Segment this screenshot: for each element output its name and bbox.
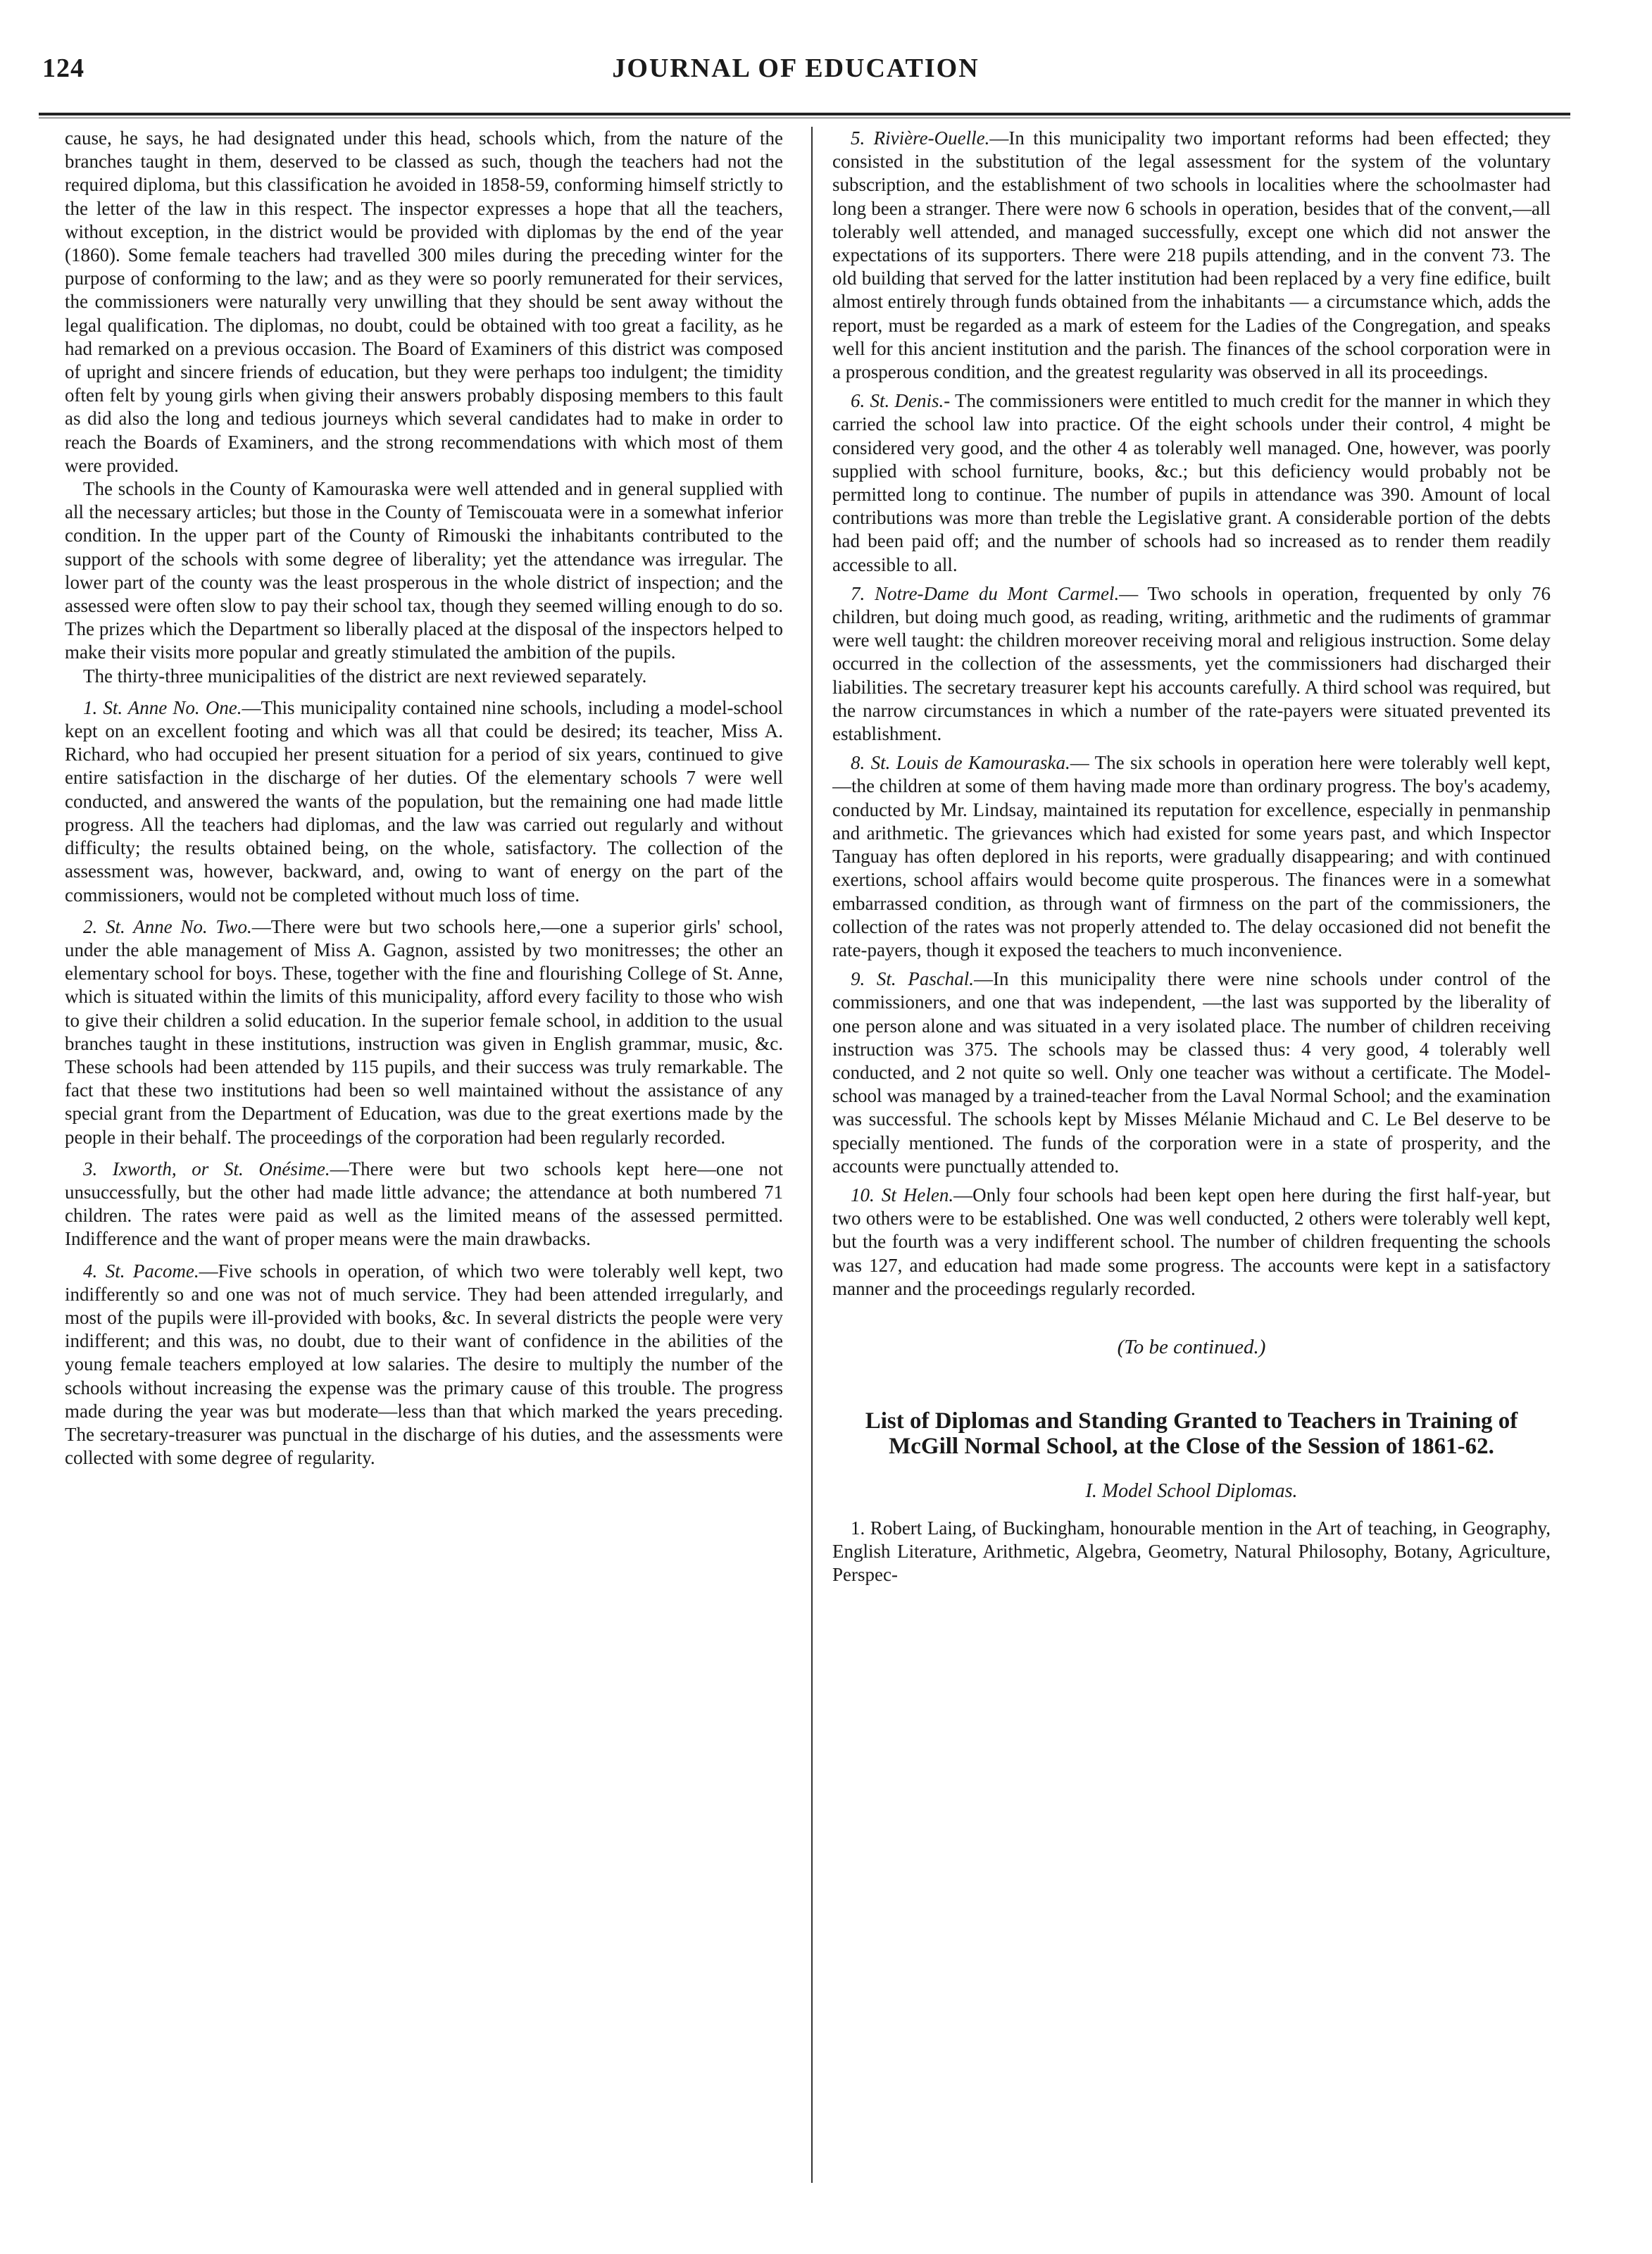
section-title: List of Diplomas and Standing Granted to Teachers in Training of McGill Normal School, at the Close of the Session of 1861-62. [865, 1408, 1518, 1459]
left-column [65, 127, 783, 2183]
page-number: 124 [42, 54, 85, 83]
municipality-entry: 8. St. Louis de Kamouraska.— The six schools in operation here were tolerably well kept,—the children at some of them having made more than ordinary progress. The boy's academy, conducted by Mr. Lindsay, maintained its reputation for excellence, especially in penmanship and arithmetic. The grievances which had existed for some years past, and which Inspector Tanguay has often deplored in his reports, were gradually disappearing; and with continued exertions, school affairs would become quite prosperous. The finances were in a somewhat embarrassed condition, as through want of firmness on the part of the commissioners, the collection of the rates was not properly attended to. The delay occasioned did not benefit the rate-payers, though it exposed the teachers to much inconvenience. [832, 752, 1551, 960]
municipality-heading: 8. St. Louis de Kamouraska. [851, 752, 1070, 774]
diploma-entry: 1. Robert Laing, of Buckingham, honourable mention in the Art of teaching, in Geography, English Literature, Arithmetic, Algebra, Geometry, Natural Philosophy, Botany, Agriculture, Perspec- [832, 1517, 1551, 1586]
municipality-entry: 6. St. Denis.- The commissioners were entitled to much credit for the manner in which they carried the school law into practice. Of the eight schools under their control, 4 might be considered very good, and the other 4 as tolerably well managed. One, however, was poorly supplied with school furniture, books, &c.; but this deficiency would probably not be permitted long to continue. The number of pupils in attendance was 390. Amount of local contributions was more than treble the Legislative grant. A considerable portion of the debts had been paid off; and the number of schools had so increased as to render them readily accessible to all. [832, 390, 1551, 575]
municipality-heading: 1. St. Anne No. One. [83, 696, 242, 718]
article-paragraph: cause, he says, he had designated under this head, schools which, from the nature of the branches taught in them, deserved to be classed as such, though the teachers had not the required diploma, but this classification he avoided in 1858-59, conforming himself strictly to the letter of the law in this respect. The inspector expresses a hope that all the teachers, without exception, in the district would be provided with diplomas by the end of the year (1860). Some female teachers had travelled 300 miles during the preceding winter for the purpose of conforming to the law; and as they were so poorly remunerated for their services, the commissioners were naturally very unwilling that they should be sent away without the legal qualification. The diplomas, no doubt, could be obtained with too great a facility, as he had remarked on a previous occasion. The Board of Examiners of this district was composed of upright and sincere friends of education, but they were perhaps too indulgent; the timidity often felt by young girls when giving their answers probably disposing members to this fault as did also the long and tedious journeys which several candidates had to make in order to reach the Boards of Examiners, and the strong recommendations with which most of them were provided. [65, 127, 783, 476]
article-paragraph: The schools in the County of Kamouraska were well attended and in general supplied with all the necessary articles; but those in the County of Temiscouata were in a somewhat inferior condition. In the upper part of the County of Rimouski the inhabitants contributed to the support of the schools with some degree of liberality; yet the attendance was irregular. The lower part of the county was the least prosperous in the whole district of inspection; and the assessed were often slow to pay their school tax, though they seemed willing enough to do so. The prizes which the Department so liberally placed at the disposal of the inspectors helped to make their visits more popular and greatly stimulated the ambition of the pupils. [65, 478, 783, 663]
municipality-entry: 10. St Helen.—Only four schools had been kept open here during the first half-year, but two others were to be established. One was well conducted, 2 others were tolerably well kept, but the fourth was a very indifferent school. The number of children frequenting the schools was 127, and education had made some progress. The accounts were kept in a satisfactory manner and the proceedings regularly recorded. [832, 1184, 1551, 1299]
continued-note: (To be continued.) [1117, 1335, 1266, 1358]
right-column [832, 127, 1551, 2183]
column-divider [811, 127, 813, 2183]
municipality-heading: 10. St Helen. [851, 1184, 954, 1206]
municipality-heading: 6. St. Denis. [851, 390, 944, 412]
subsection-title: I. Model School Diplomas. [1085, 1479, 1298, 1502]
municipality-entry: 4. St. Pacome.—Five schools in operation, of which two were tolerably well kept, two indifferently so and one was not of much service. They had been attended irregularly, and most of the pupils were ill-provided with books, &c. In several districts the people were very indifferent; and this was, no doubt, due to their want of confidence in the abilities of the young female teachers employed at low salaries. The desire to multiply the number of the schools without increasing the expense was the primary cause of this trouble. The progress made during the year was but moderate—less than that which marked the years preceding. The secretary-treasurer was punctual in the discharge of his duties, and the assessments were collected with some degree of regularity. [65, 1260, 783, 1469]
municipality-heading: 5. Rivière-Ouelle. [851, 127, 990, 149]
municipality-entry: 5. Rivière-Ouelle.—In this municipality two important reforms had been effected; they consisted in the substitution of the legal assessment for the system of the voluntary subscription, and the establishment of two schools in localities where the schoolmaster had long been a stranger. There were now 6 schools in operation, besides that of the convent,—all tolerably well attended, and managed successfully, except one which did not answer the expectations of its supporters. There were 218 pupils attending, and in the convent 73. The old building that served for the latter institution had been replaced by a very fine edifice, built almost entirely through funds obtained from the inhabitants — a circumstance which, adds the report, must be regarded as a mark of esteem for the Ladies of the Congregation, and speaks well for this ancient institution and the parish. The finances of the school corporation were in a prosperous condition, and the greatest regularity was observed in all its proceedings. [832, 127, 1551, 383]
municipality-entry: 3. Ixworth, or St. Onésime.—There were but two schools kept here—one not unsuccessfully, but the other had made little advance; the attendance at both numbered 71 children. The rates were paid as well as the limited means of the assessed permitted. Indifference and the want of proper means were the main drawbacks. [65, 1158, 783, 1250]
municipality-heading: 2. St. Anne No. Two. [83, 915, 252, 937]
municipality-entry: 7. Notre-Dame du Mont Carmel.— Two schools in operation, frequented by only 76 children, but doing much good, as reading, writing, arithmetic and the rudiments of grammar were well taught: the children moreover receiving moral and religious instruction. Some delay occurred in the collection of the assessments, yet the commissioners had discharged their liabilities. The secretary treasurer kept his accounts carefully. A third school was required, but the narrow circumstances in which a number of the rate-payers were situated prevented its establishment. [832, 582, 1551, 745]
municipality-heading: 3. Ixworth, or St. Onésime. [83, 1158, 330, 1179]
running-title: JOURNAL OF EDUCATION [612, 54, 980, 83]
municipality-heading: 7. Notre-Dame du Mont Carmel. [851, 582, 1120, 604]
article-paragraph: The thirty-three municipalities of the district are next reviewed separately. [83, 665, 647, 687]
municipality-heading: 4. St. Pacome. [83, 1260, 199, 1282]
municipality-entry: 2. St. Anne No. Two.—There were but two schools here,—one a superior girls' school, under the able management of Miss A. Gagnon, assisted by two monitresses; the other an elementary school for boys. These, together with the fine and flourishing College of St. Anne, which is situated within the limits of this municipality, afford every facility to those who wish to give their children a solid education. In the superior female school, in addition to the usual branches taught in these institutions, instruction was given in English grammar, music, &c. These schools had been attended by 115 pupils, and their success was truly remarkable. The fact that these two institutions had been so well maintained without the assistance of any special grant from the Department of Education, was due to the great exertions made by the people in their behalf. The proceedings of the corporation had been regularly recorded. [65, 915, 783, 1148]
header-rule [39, 113, 1570, 115]
municipality-entry: 9. St. Paschal.—In this municipality there were nine schools under control of the commissioners, and one that was independent, —the last was supported by the liberality of one person alone and was situated in a very isolated place. The number of children receiving instruction was 375. The schools may be classed thus: 4 very good, 4 tolerably well conducted, and 2 not quite so well. Only one teacher was without a certificate. The Model-school was managed by a trained-teacher from the Laval Normal School; and the examination was successful. The schools kept by Misses Mélanie Michaud and C. Le Bel deserve to be specially mentioned. The funds of the corporation were in a state of prosperity, and the accounts were punctually attended to. [832, 968, 1551, 1177]
page-header [42, 53, 1549, 102]
municipality-heading: 9. St. Paschal. [851, 968, 975, 990]
municipality-entry: 1. St. Anne No. One.—This municipality contained nine schools, including a model-school kept on an excellent footing and which was all that could be desired; its teacher, Miss A. Richard, who had occupied her present situation for a period of six years, continued to give entire satisfaction in the discharge of her duties. Of the elementary schools 7 were well conducted, and answered the wants of the population, but the remaining one had made little progress. All the teachers had diplomas, and the law was carried out regularly and without difficulty; the results obtained being, on the whole, satisfactory. The collection of the assessment was, however, backward, and, owing to want of energy on the part of the commissioners, would not be completed without much loss of time. [65, 696, 783, 906]
